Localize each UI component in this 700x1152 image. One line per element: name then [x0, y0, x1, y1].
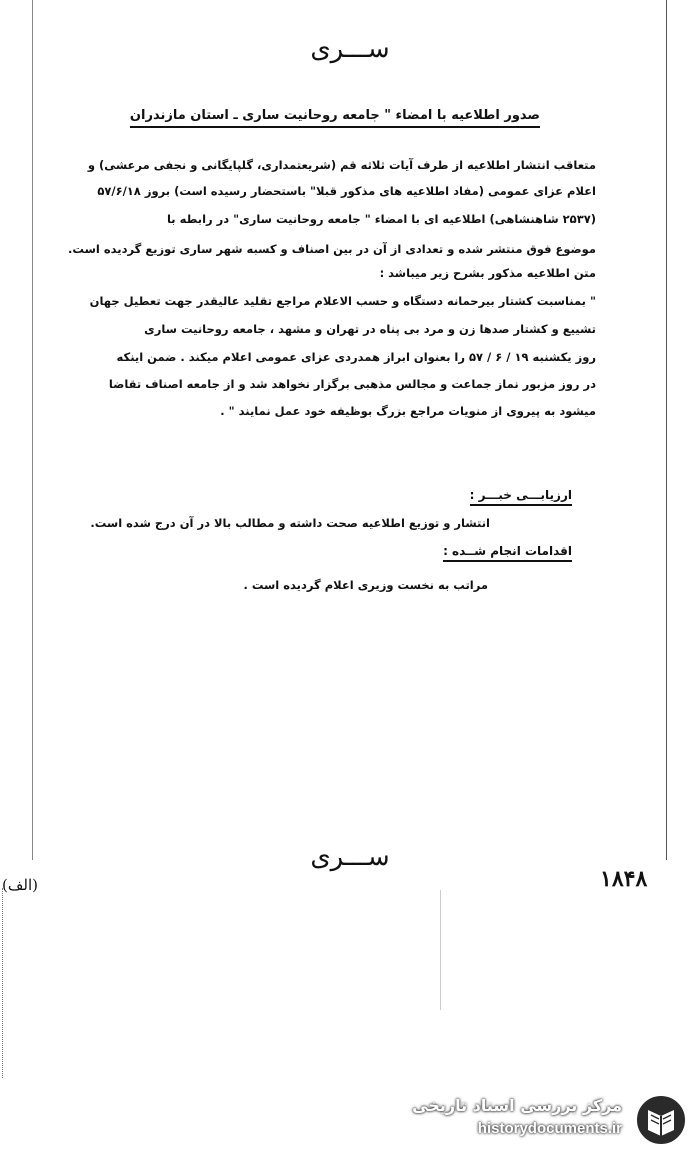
body-line: در روز مزبور نماز جماعت و مجالس مذهبی برگزار نخواهد شد و از جامعه اصناف تقاضا: [108, 377, 596, 391]
body-line: اعلام عزای عمومی (مفاد اطلاعیه های مذکور قبلا" باستحضار رسیده است) بروز ۵۷/۶/۱۸: [97, 184, 596, 198]
body-line: متعاقب انتشار اطلاعیه از طرف آیات ثلاثه قم (شریعتمداری، گلپایگانی و نجفی مرعشی) و: [87, 158, 596, 172]
watermark-english-text: historydocuments.ir: [477, 1120, 622, 1137]
document-subject: صدور اطلاعیه با امضاء " جامعه روحانیت ساری ـ استان مازندران: [130, 108, 540, 128]
document-number: ۱۸۴۸: [600, 866, 648, 892]
assessment-heading: ارزیابـــی خبـــر :: [470, 488, 572, 506]
actions-text: مراتب به نخست وزیری اعلام گردیده است .: [243, 578, 488, 592]
actions-heading: اقدامات انجام شــده :: [443, 544, 572, 562]
watermark-persian-text: مرکز بررسی اسناد تاریخی: [412, 1096, 622, 1115]
scan-mark: [440, 890, 441, 1010]
body-line: موضوع فوق منتشر شده و تعدادی از آن در بین اصناف و کسبه شهر ساری توزیع گردیده است.: [68, 242, 596, 256]
page-edge-dots: [2, 888, 4, 1078]
body-line: " بمناسبت کشتار بیرحمانه دستگاه و حسب الاعلام مراجع تقلید عالیقدر جهت تعطیل جهان: [89, 294, 596, 308]
margin-mark: (الف): [2, 876, 38, 894]
right-margin-line: [666, 0, 667, 860]
body-line: میشود به پیروی از منویات مراجع بزرگ بوظیفه خود عمل نمایند " .: [220, 404, 596, 418]
classification-top: ســـری: [310, 34, 390, 64]
body-line: روز یکشنبه ۱۹ / ۶ / ۵۷ را بعنوان ابراز همدردی عزای عمومی اعلام میکند . ضمن اینکه: [116, 350, 596, 364]
body-line: (۲۵۳۷ شاهنشاهی) اطلاعیه ای با امضاء " جامعه روحانیت ساری" در رابطه با: [166, 212, 596, 226]
book-logo-icon: [632, 1092, 690, 1148]
classification-bottom: ســـری: [310, 842, 390, 872]
left-margin-line: [32, 0, 33, 860]
watermark: [404, 1084, 700, 1152]
body-line: متن اطلاعیه مذکور بشرح زیر میباشد :: [379, 266, 596, 280]
body-line: تشییع و کشتار صدها زن و مرد بی پناه در تهران و مشهد ، جامعه روحانیت ساری: [144, 322, 596, 336]
assessment-text: انتشار و توزیع اطلاعیه صحت داشته و مطالب بالا در آن درج شده است.: [90, 516, 490, 530]
